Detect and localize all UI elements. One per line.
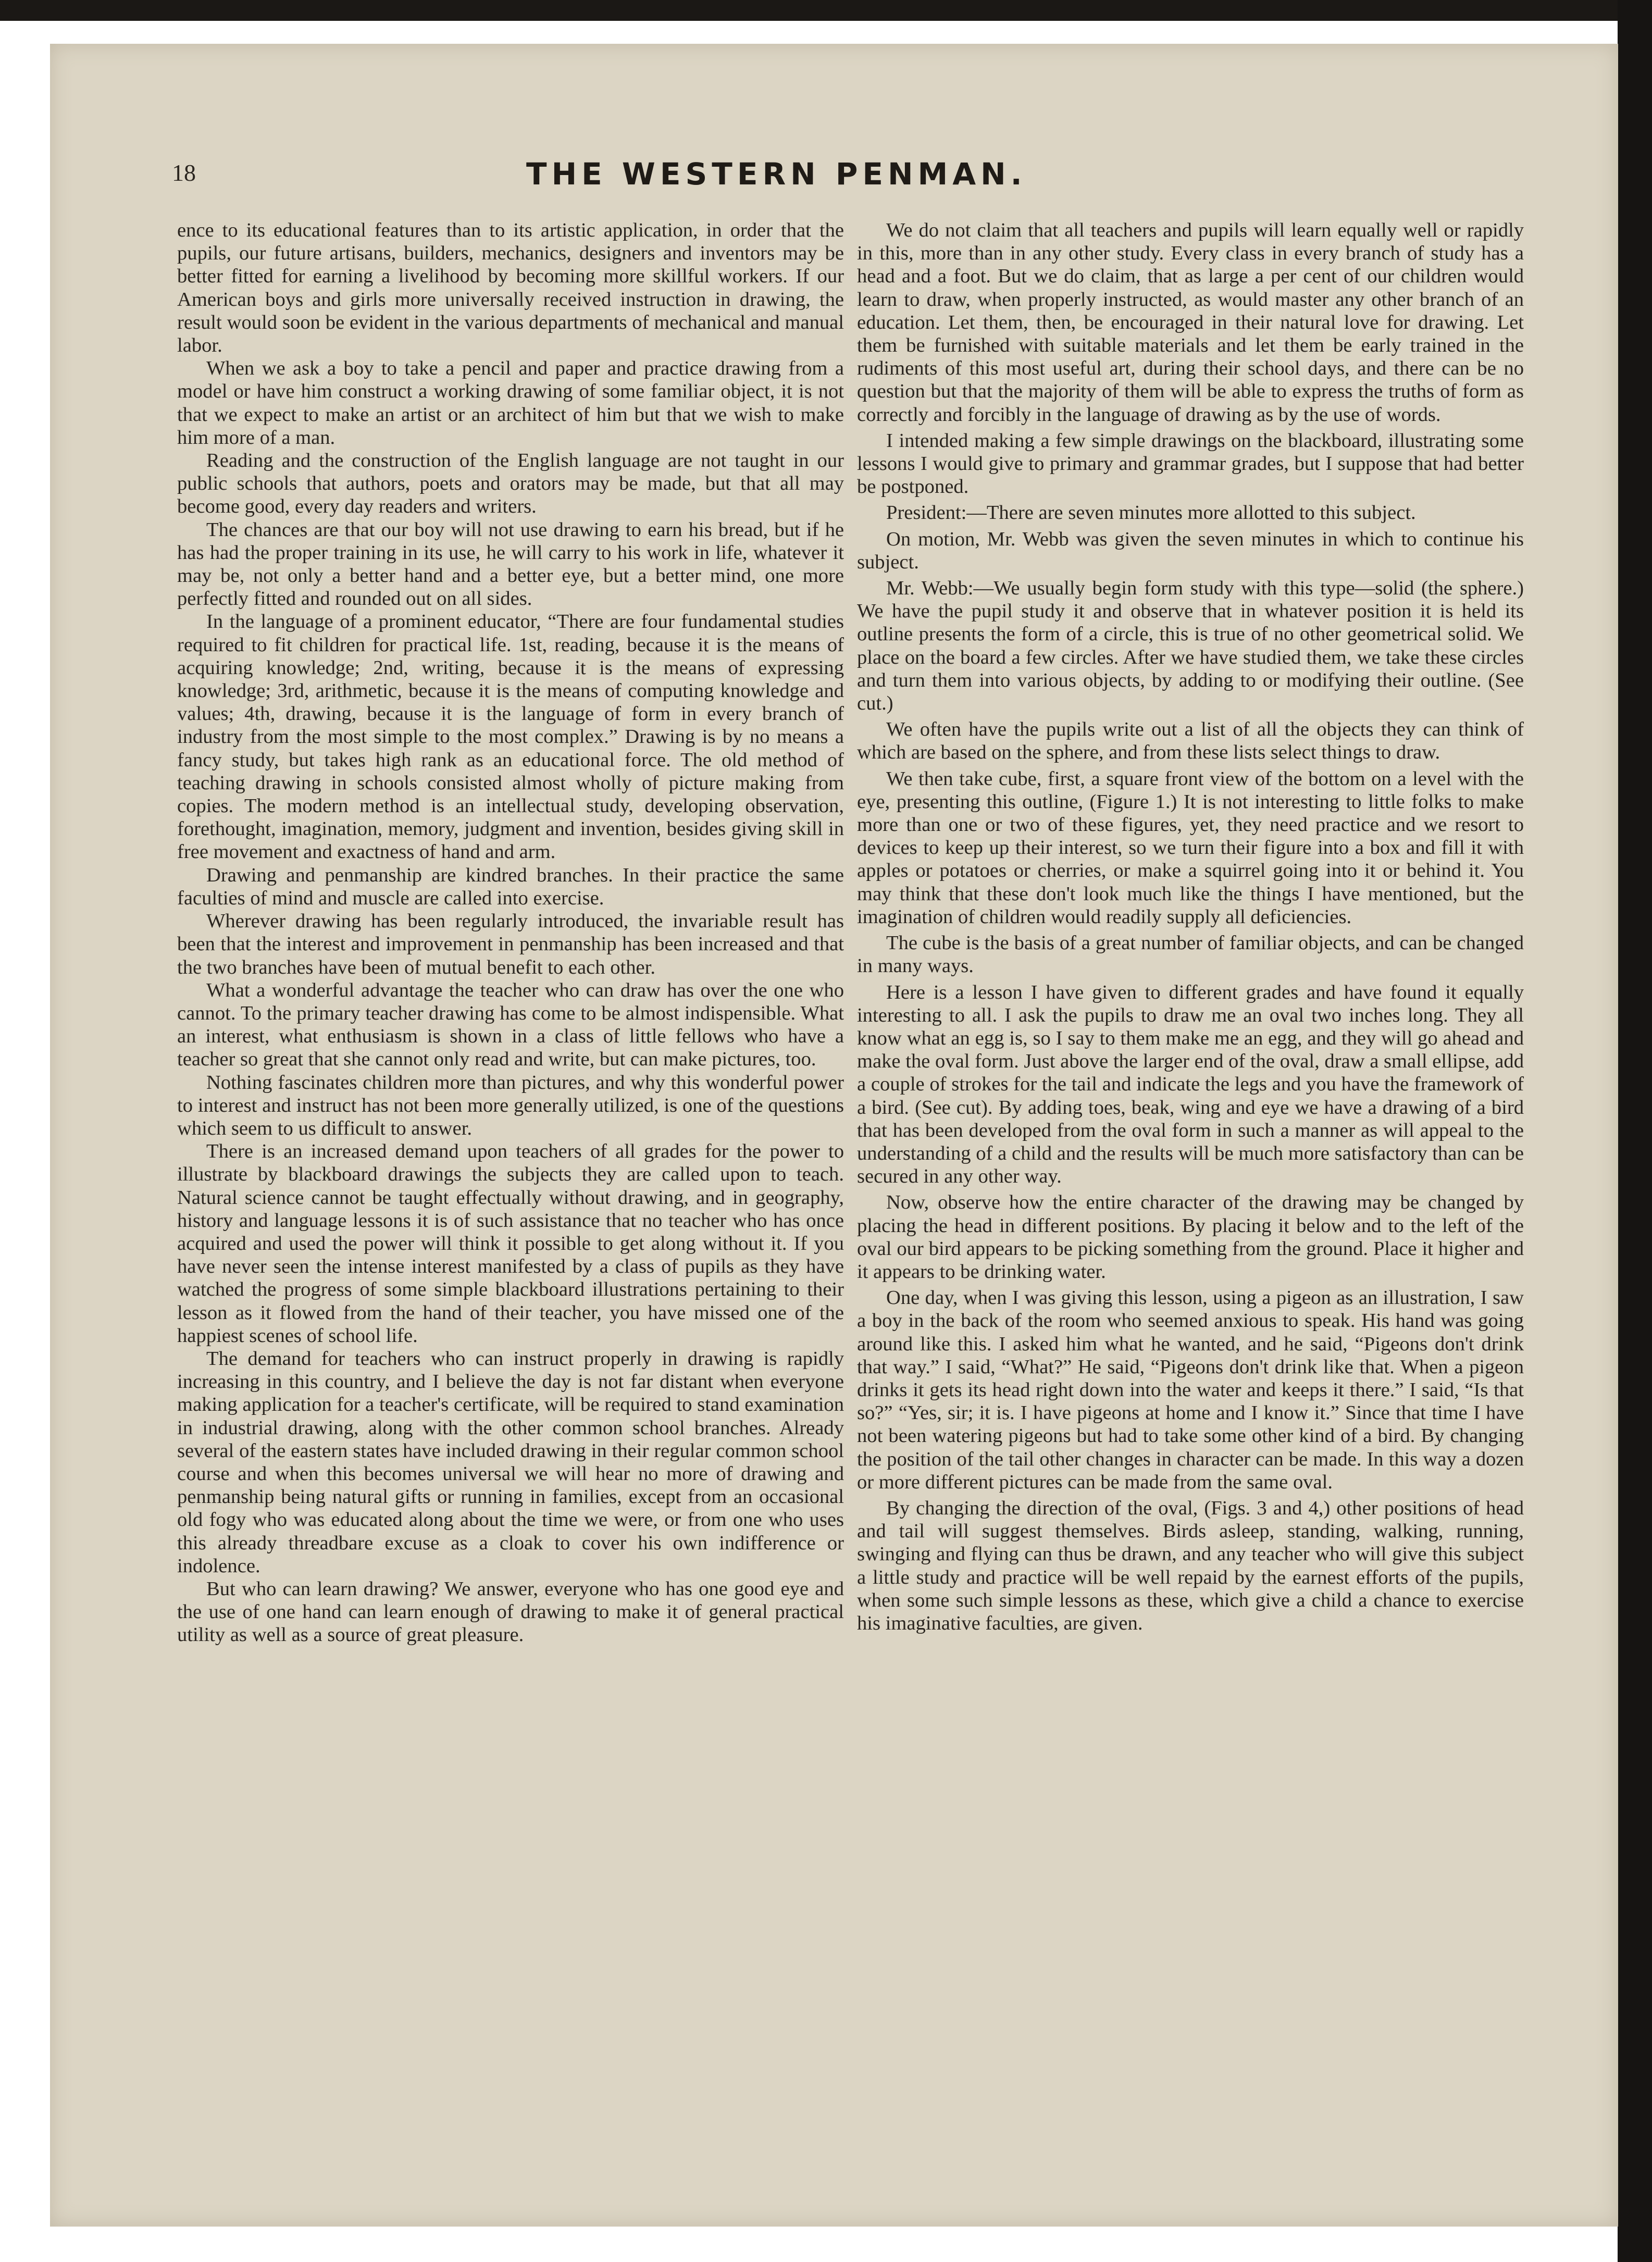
right-column	[857, 219, 1524, 1638]
left-paragraph: The chances are that our boy will not use drawing to earn his bread, but if he has had the proper training in its use, he will carry to his work in life, whatever it may be, not only a better hand and a better eye, but a better mind, one more perfectly fitted and rounded out on all sides.	[177, 518, 844, 610]
right-paragraph: Here is a lesson I have given to different grades and have found it equally interesting to all. I ask the pupils to draw me an oval two inches long. They all know what an egg is, so I say to them make me an egg, and they will go ahead and make the oval form. Just above the larger end of the oval, draw a small ellipse, add a couple of strokes for the tail and indicate the legs and you have the framework of a bird. (See cut). By adding toes, beak, wing and eye we have a drawing of a bird that has been developed from the oval form in such a manner as will appeal to the understanding of a child and the results will be much more satisfactory than can be secured in any other way.	[857, 981, 1524, 1188]
left-paragraph: When we ask a boy to take a pencil and paper and practice drawing from a model or have him construct a working drawing of some familiar object, it is not that we expect to make an artist or an architect of him but that we wish to make him more of a man.	[177, 357, 844, 449]
right-paragraph: By changing the direction of the oval, (Figs. 3 and 4,) other positions of head and tail will suggest themselves. Birds asleep, standing, walking, running, swinging and flying can thus be drawn, and any teacher who will give this subject a little study and practice will be well repaid by the earnest efforts of the pupils, when some such simple lessons as these, which give a child a chance to exercise his imaginative faculties, are given.	[857, 1497, 1524, 1634]
left-paragraph: Nothing fascinates children more than pictures, and why this wonderful power to interest and instruct has not been more generally utilized, is one of the questions which seem to us difficult to answer.	[177, 1071, 844, 1139]
right-paragraph: Now, observe how the entire character of the drawing may be changed by placing the head in different positions. By placing it below and to the left of the oval our bird appears to be picking something from the ground. Place it higher and it appears to be drinking water.	[857, 1191, 1524, 1283]
left-paragraph: Reading and the construction of the English language are not taught in our public schools that authors, poets and orators may be made, but that all may become good, every day readers and writers.	[177, 450, 844, 518]
left-paragraph: In the language of a prominent educator, “There are four fundamental studies required to fit children for practical life. 1st, reading, because it is the means of acquiring knowledge; 2nd, writing, because it is the means of expressing knowledge; 3rd, arithmetic, because it is the means of computing knowledge and values; 4th, drawing, because it is the language of form in every branch of industry from the most simple to the most complex.” Drawing is by no means a fancy study, but takes high rank as an educational force. The old method of teaching drawing in schools consisted almost wholly of picture making from copies. The modern method is an intellectual study, developing observation, forethought, imagination, memory, judgment and invention, besides giving skill in free movement and exactness of hand and arm.	[177, 611, 844, 863]
right-paragraph: President:—There are seven minutes more allotted to this subject.	[886, 502, 1416, 524]
left-paragraph: But who can learn drawing? We answer, everyone who has one good eye and the use of one hand can learn enough of drawing to make it of general practical utility as well as a source of great pleasure.	[177, 1577, 844, 1646]
right-paragraph: Mr. Webb:—We usually begin form study with this type—solid (the sphere.) We have the pupil study it and observe that in whatever position it is held its outline presents the form of a circle, this is true of no other geometrical solid. We place on the board a few circles. After we have studied them, we take these circles and turn them into various objects, by adding to or modifying their outline. (See cut.)	[857, 577, 1524, 715]
left-paragraph: The demand for teachers who can instruct properly in drawing is rapidly increasing in this country, and I believe the day is not far distant when everyone making application for a teacher's certificate, will be required to stand examination in industrial drawing, along with the other common school branches. Already several of the eastern states have included drawing in their regular common school course and when this becomes universal we will hear no more of drawing and penmanship being natural gifts or running in families, except from an occasional old fogy who was educated along about the time we were, or from one who uses this already threadbare excuse as a cloak to cover his own indifference or indolence.	[177, 1347, 844, 1577]
right-paragraph: One day, when I was giving this lesson, using a pigeon as an illustration, I saw a boy in the back of the room who seemed anxious to speak. His hand was going around like this. I asked him what he wanted, and he said, “Pigeons don't drink that way.” I said, “What?” He said, “Pigeons don't drink like that. When a pigeon drinks it gets its head right down into the water and keeps it there.” I said, “Is that so?” “Yes, sir; it is. I have pigeons at home and I know it.” Since that time I have not been watering pigeons but had to take some other kind of a bird. By changing the position of the tail other changes in character can be made. In this way a dozen or more different pictures can be made from the same oval.	[857, 1287, 1524, 1493]
right-paragraph: I intended making a few simple drawings on the blackboard, illustrating some lessons I would give to primary and grammar grades, but I suppose that had better be postponed.	[857, 429, 1524, 498]
left-paragraph: Drawing and penmanship are kindred branches. In their practice the same faculties of mind and muscle are called into exercise.	[177, 864, 844, 909]
left-paragraph: What a wonderful advantage the teacher who can draw has over the one who cannot. To the primary teacher drawing has come to be almost indispensible. What an interest, what enthusiasm is shown in a class of little fellows who have a teacher so great that she cannot only read and write, but can make pictures, too.	[177, 979, 844, 1071]
scan-top-edge	[0, 0, 1652, 21]
left-column	[177, 219, 844, 1647]
journal-title: THE WESTERN PENMAN.	[526, 156, 1027, 192]
right-paragraph: We often have the pupils write out a list of all the objects they can think of which are based on the sphere, and from these lists select things to draw.	[857, 718, 1524, 764]
scan-right-edge	[1618, 0, 1652, 2262]
right-paragraph: We do not claim that all teachers and pupils will learn equally well or rapidly in this, more than in any other study. Every class in every branch of study has a head and a foot. But we do claim, that as large a per cent of our children would learn to draw, when properly instructed, as would master any other branch of an education. Let them, then, be encouraged in their natural love for drawing. Let them be furnished with suitable materials and let them be early trained in the rudiments of this most useful art, during their school days, and there can be no question but that the majority of them will be able to express the truths of form as correctly and forcibly in the language of drawing as by the use of words.	[857, 219, 1524, 426]
left-paragraph: There is an increased demand upon teachers of all grades for the power to illustrate by blackboard drawings the subjects they are called upon to teach. Natural science cannot be taught effectually without drawing, and in geography, history and language lessons it is of such assistance that no teacher who has once acquired and used the power will think it possible to get along without it. If you have never seen the intense interest manifested by a class of pupils as they have watched the progress of some simple blackboard illustrations pertaining to their lesson as it flowed from the hand of their teacher, you have missed one of the happiest scenes of school life.	[177, 1140, 844, 1347]
right-paragraph: We then take cube, first, a square front view of the bottom on a level with the eye, presenting this outline, (Figure 1.) It is not interesting to little folks to make more than one or two of these figures, yet, they need practice and we resort to devices to keep up their interest, so we turn their figure into a box and fill it with apples or potatoes or cherries, or make a squirrel going into it or behind it. You may think that these don't look much like the things I have mentioned, but the imagination of children would readily supply all deficiencies.	[857, 767, 1524, 928]
right-paragraph: The cube is the basis of a great number of familiar objects, and can be changed in many ways.	[857, 932, 1524, 977]
left-paragraph: ence to its educational features than to its artistic application, in order that the pupils, our future artisans, builders, mechanics, designers and inventors may be better fitted for earning a livelihood by becoming more skillful workers. If our American boys and girls more universally received instruction in drawing, the result would soon be evident in the various departments of mechanical and manual labor.	[177, 219, 844, 357]
right-paragraph: On motion, Mr. Webb was given the seven minutes in which to continue his subject.	[857, 528, 1524, 573]
page-number: 18	[172, 159, 196, 186]
left-paragraph: Wherever drawing has been regularly introduced, the invariable result has been that the interest and improvement in penmanship has been increased and that the two branches have been of mutual benefit to each other.	[177, 910, 844, 978]
